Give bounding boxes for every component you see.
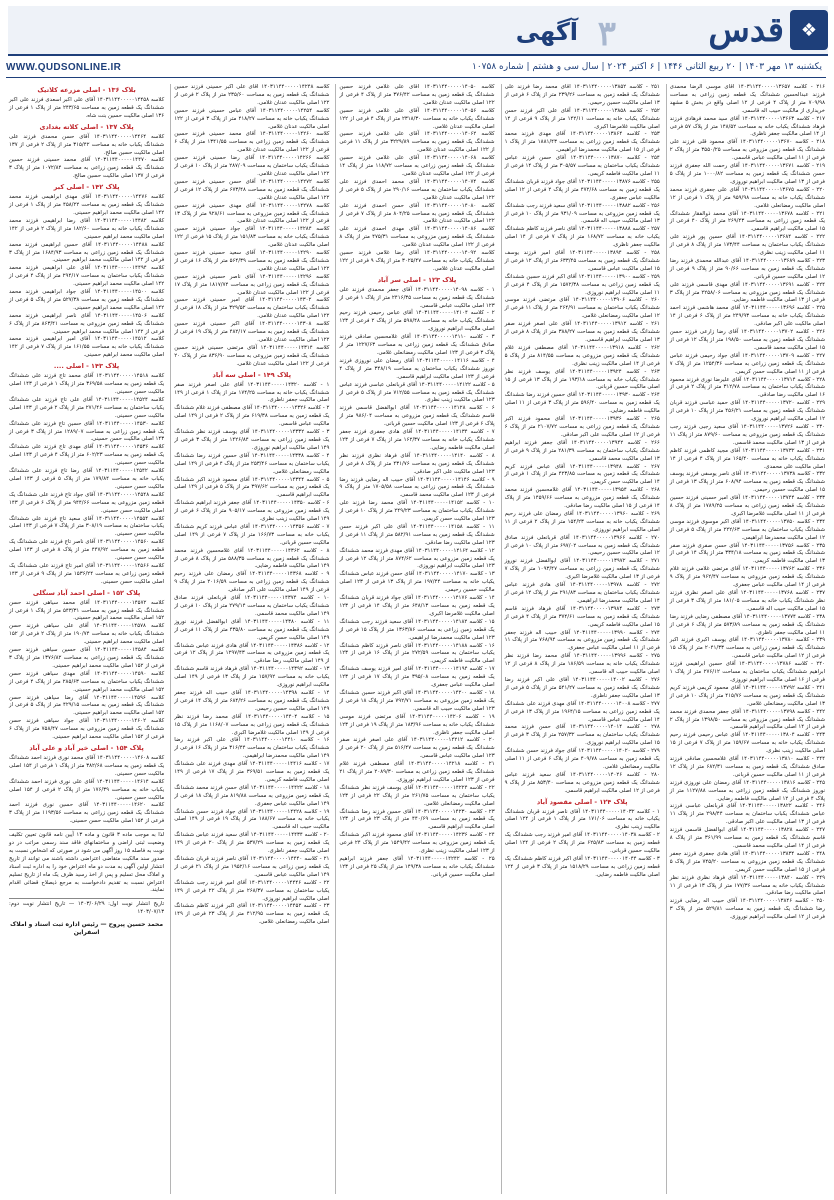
notice-entry: ۲۲۸ - کلاسه ۱۴۰۳۱۱۴۴۰۰۰۰۰۱۳۷۱۴ آقای علیرضا نوری فرزند محمود ششدانگ یکباب ساختمان به مساحت ۳۱۲/۷۸ متر از پلاک ۲ فرعی از ۱۶ اصلی مالکیت رضا صادقی. xyxy=(669,376,826,399)
notice-entry: کلاسه ۱۴۰۳۱۱۴۴۰۰۰۰۰۱۴۵۱۲ آقای امیر ابراهیمی فرزند محمد ششدانگ یکباب خانه به مساحت ۱۶۱/۵۵ متر از پلاک ۷ فرعی از ۱۴۲ اصلی مالکیت محمد ابراهیم حسینی. xyxy=(8,336,165,359)
notice-entry: ۵ - کلاسه ۱۴۰۳۱۱۴۴۰۰۰۰۰۱۴۳۴۴ آقای محمود فرزند اکبر ششدانگ یک قطعه زمین به مساحت ۳۹۷/۶۲ متر از پلاک ۵ فرعی از ۱۴۹ اصلی مالکیت ابراهیم قاسمی. xyxy=(174,476,330,499)
notice-entry: ۱۴ - کلاسه ۱۴۰۳۱۱۴۴۰۰۰۰۰۱۴۳۹۸ آقای حبیب اله فرزند جعفر ششدانگ یک قطعه زمین به مساحت ۶۸۴/۲۶ متر از پلاک ۱۴ فرعی از ۱۴۹ اصلی مالکیت حسین رحیمی. xyxy=(174,689,330,712)
notice-entry: ۲ - کلاسه ۱۴۰۳۱۱۴۴۰۰۰۰۰۱۴۳۲۶ آقای مصطفی فرزند غلام ششدانگ یک قطعه زمین به مساحت ۶۱۹/۳۸ متر از پلاک ۲ فرعی از ۱۴۹ اصلی مالکیت عباس قاسمی. xyxy=(174,405,330,428)
notice-entry: کلاسه ۱۴۰۳۱۱۴۴۰۰۰۰۰۱۴۰۵۰ آقای علی غلامی فرزند حسین ششدانگ یک قطعه زمین به مساحت ۳۷۶/۴۲ متر از پلاک ۴ فرعی از ۱۲۲ اصلی مالکیت عدنان غلامی. xyxy=(339,84,495,106)
notice-entry: ۲۴۸ - کلاسه ۱۴۰۳۱۱۴۴۰۰۰۰۰۱۳۸۳۴ آقای هادی جعفری فرزند جعفر ششدانگ یک قطعه زمین مزروعی به مساحت ۷۴۵/۲۰ متر از پلاک ۵ فرعی از ۱۵ اصلی مالکیت حسن کریمی. xyxy=(669,850,825,873)
notice-entry: کلاسه ۱۴۰۳۱۱۴۴۰۰۰۰۰۱۴۲۹۶ آقای ناصر حسینی فرزند حسین ششدانگ یک قطعه زمین زراعی به مساحت ۱۸۱۷/۷۴ متر از پلاک ۱۷ فرعی از ۱۲۲ اصلی مالکیت عدنان غلامی. xyxy=(174,273,330,296)
notice-entry: ۲۲۳ - کلاسه ۱۴۰۳۱۱۴۴۰۰۰۰۰۱۳۶۸۹ آقای عبدالله محمدی فرزند رضا ششدانگ یک قطعه زمین به مساحت ۹۰/۶۶ متر از پلاک ۹ فرعی از ۱۲ اصلی مالکیت حسین قربانی. xyxy=(669,257,825,280)
notice-entry: ۲۵۷ - کلاسه ۱۴۰۳۱۱۴۴۰۰۰۰۰۱۳۸۸۸ آقای ناصر فرزند کاظم ششدانگ یکباب خانه به مساحت ۱۶۸/۷۲ متر از پلاک ۷ فرعی از ۱۴ اصلی مالکیت جعفر ناظری. xyxy=(504,226,660,249)
notice-entry: ۲۰ - کلاسه ۱۴۰۳۱۱۴۴۰۰۰۰۰۱۴۴۳۴ آقای سعید فرزند عباس ششدانگ یک قطعه زمین به مساحت ۵۳۷/۲۹ متر از پلاک ۲۰ فرعی از ۱۴۹ اصلی مالکیت جعفر ناظری. xyxy=(174,832,330,855)
notice-entry: کلاسه ۱۴۰۳۱۱۴۴۰۰۰۰۰۱۴۵۲۴ آقای علی تاج فرزند علی ششدانگ یکباب ساختمان به مساحت ۲۷۱/۴۶ متر از پلاک ۲ فرعی از ۱۴۳ اصلی مالکیت حسن حسینی. xyxy=(8,396,165,419)
notice-entry: کلاسه ۱۴۰۳۱۱۴۴۰۰۰۰۰۱۴۳۱۴ آقای مرتضی حسینی فرزند حسین ششدانگ یک قطعه زمین مزروعی به مساحت ۸۳۶/۹۰ متر از پلاک ۲۰ فرعی از ۱۲۲ اصلی مالکیت عدنان غلامی. xyxy=(174,344,330,367)
plaque-heading: پلاک ۱۴۲ - اصلی کبر xyxy=(53,183,120,192)
notice-entry: ۹ - کلاسه ۱۴۰۳۱۱۴۴۰۰۰۰۰۱۴۳۶۸ آقای رمضان علی فرزند رحیم ششدانگ یک قطعه زمین زراعی به مساحت ۲۰۱۶/۵۹ متر از پلاک ۹ فرعی از ۱۴۹ اصلی مالکیت علی اکبر صادقی. xyxy=(174,571,330,594)
notice-entry: ۲ - کلاسه ۱۴۰۳۱۱۴۴۰۰۰۰۰۱۴۱۰۴ آقای عباس رحیمی فرزند رحیم ششدانگ یکباب خانه به مساحت ۵۹۸/۴۸ متر از پلاک ۲ فرعی از ۱۲۳ اصلی مالکیت ابراهیم نوروزی. xyxy=(339,310,495,333)
notice-entry: کلاسه ۱۴۰۳۱۱۴۴۰۰۰۰۰۱۴۴۸۲ آقای رضا ابراهیمی فرزند محمد ششدانگ یکباب خانه به مساحت ۱۸۲/۶۰ متر از پلاک ۲ فرعی از ۱۴۲ اصلی مالکیت محمد ابراهیم حسینی. xyxy=(8,217,165,240)
notice-entry: ۲۳۶ - کلاسه ۱۴۰۳۱۱۴۴۰۰۰۰۰۱۳۷۶۲ آقای مرتضی غلامی فرزند غلام ششدانگ یک قطعه زمین مزروعی به مساحت ۹۶۲/۴۷ متر از پلاک ۹ فرعی از ۱۴ اصلی مالکیت عباس جعفری. xyxy=(669,566,825,589)
notice-entry: ۲۵۴ - کلاسه ۱۴۰۳۱۱۴۴۰۰۰۰۰۱۳۸۷۰ آقای حسن فرزند عباس ششدانگ یکباب ساختمان به مساحت ۳۰۵/۵۷ متر از پلاک ۱۴ فرعی از ۱۱ اصلی مالکیت فاطمه کریمی. xyxy=(504,155,660,177)
newspaper-logo xyxy=(623,6,828,54)
notice-entry: ۱۲ - کلاسه ۱۴۰۳۱۱۴۴۰۰۰۰۰۱۴۱۶۴ آقای مهدی فرزند محمد ششدانگ یک قطعه زمین مزروعی به مساحت ۸۷۴/۶۲ متر از پلاک ۱۲ فرعی از ۱۲۳ اصلی مالکیت ابراهیم نوروزی. xyxy=(339,547,495,570)
notice-entry: کلاسه ۱۴۰۳۱۱۴۴۰۰۰۰۰۱۴۰۷۴ آقای محمد احمدی فرزند علی ششدانگ یکباب ساختمان به مساحت ۲۹۰/۱۶ متر از پلاک ۵ فرعی از ۱۲۲ اصلی مالکیت عدنان غلامی. xyxy=(339,178,495,201)
notice-entry: کلاسه ۱۴۰۳۱۱۴۴۰۰۰۰۰۱۴۲۷۲ آقای حسن حسینی فرزند حسین ششدانگ یک قطعه زمین به مساحت ۶۷۳/۴۸ متر از پلاک ۱۲ فرعی از ۱۲۲ اصلی مالکیت عدنان غلامی. xyxy=(174,178,330,201)
newspaper-header xyxy=(0,0,834,84)
notice-entry: کلاسه ۱۴۰۳۱۱۴۴۰۰۰۰۰۱۴۲۵۴ آقای عباس حسینی فرزند حسین ششدانگ یکباب خانه به مساحت ۴۱۸/۲۷ متر از پلاک ۳ فرعی از ۱۲۲ اصلی مالکیت عدنان غلامی. xyxy=(174,107,330,130)
notice-entry: ۲۶۶ - کلاسه ۱۴۰۳۱۱۴۴۰۰۰۰۰۱۳۹۴۲ آقای جعفر فرزند ابراهیم ششدانگ یکباب ساختمان به مساحت ۲۸۱/۳۹ متر از پلاک ۹ فرعی از ۱۳ اصلی مالکیت محمد قاسمی. xyxy=(504,439,660,462)
notice-column xyxy=(6,84,167,1194)
notice-entry: کلاسه ۱۴۰۳۱۱۴۴۰۰۰۰۰۱۴۲۴۸ آقای علی اکبر حسینی فرزند حسین ششدانگ یک قطعه زمین به مساحت ۲۳۵/۶۰ متر از پلاک ۲ فرعی از ۱۲۲ اصلی مالکیت عدنان غلامی. xyxy=(174,84,330,106)
notice-entry: ۲۵۰ - کلاسه ۱۴۰۳۱۱۴۴۰۰۰۰۰۱۳۸۴۶ آقای حبیب اله رضایی فرزند رضا ششدانگ یک قطعه زمین به مساحت ۵۲۹/۸۱ متر از پلاک ۳ فرعی از ۱۲ اصلی مالکیت ابراهیم نوروزی. xyxy=(669,898,826,921)
notice-entry: ۲۴۵ - کلاسه ۱۴۰۳۱۱۴۴۰۰۰۰۰۱۳۸۱۶ آقای رمضان علی نوروزی فرزند نوروز ششدانگ یک قطعه زمین زراعی به مساحت ۱۱۲۷/۸۸ متر از پلاک ۴ فرعی از ۱۲ اصلی مالکیت فاطمه رضایی. xyxy=(669,779,825,802)
notice-entry: ۲۶۸ - کلاسه ۱۴۰۳۱۱۴۴۰۰۰۰۰۱۳۹۵۴ آقای غلامحسین فرزند محمد ششدانگ یک قطعه زمین مزروعی به مساحت ۱۴۵۹/۶۶ متر از پلاک ۱۴ فرعی از ۱۵ اصلی مالکیت رضا صادقی. xyxy=(504,487,660,510)
notice-column xyxy=(501,84,663,1194)
notice-entry: کلاسه ۱۴۰۳۱۱۴۴۰۰۰۰۰۱۴۵۷۲ آقای محمد سیاهی فرزند حسن ششدانگ یک قطعه زمین به مساحت ۵۴۳/۳۱ متر از پلاک ۱ فرعی از ۱۵۲ اصلی مالکیت محمد ابراهیم حسینی. xyxy=(8,599,165,622)
notice-entry: ۲۴۳ - کلاسه ۱۴۰۳۱۱۴۴۰۰۰۰۰۱۳۸۰۴ آقای عباس رحیمی فرزند رحیم ششدانگ یکباب خانه به مساحت ۱۵۹/۶۷ متر از پلاک ۷ فرعی از ۱۵ اصلی مالکیت زینب نظری. xyxy=(669,732,825,755)
logo-wordmark: قدس xyxy=(708,10,784,50)
notice-entry: ۲۳ - کلاسه ۱۴۰۳۱۱۴۴۰۰۰۰۰۱۴۲۳۰ آقای حسین فرزند رضا ششدانگ یک قطعه زمین به مساحت ۴۴۰/۶۹ متر از پلاک ۲۳ فرعی از ۱۲۳ اصلی مالکیت ابراهیم قاسمی. xyxy=(339,808,495,831)
notice-entry: ۱۸ - کلاسه ۱۴۰۳۱۱۴۴۰۰۰۰۰۱۴۲۰۰ آقای اکبر فرزند حسین ششدانگ یک قطعه زمین مزروعی به مساحت ۷۹۲/۷۱ متر از پلاک ۱۸ فرعی از ۱۲۳ اصلی مالکیت حبیب اله قاسمی. xyxy=(339,689,495,712)
notice-entry: کلاسه ۱۴۰۳۱۱۴۴۰۰۰۰۰۱۴۴۵۸ آقای علی اکبر اسعدی فرزند علی اکبر ششدانگ یک قطعه زمین به مساحت ۲۴۳/۶۵ متر از پلاک ۱ فرعی از ۱۳۶ اصلی مالکیت حسین بنت شاه. xyxy=(8,97,165,119)
notice-entry: ۱ - کلاسه ۱۴۰۳۱۱۴۴۰۰۰۰۰۱۴۰۳۲ آقای ناصر فرزند قربان ششدانگ یکباب خانه به مساحت ۱۷۱/۰۶ متر از پلاک ۱ فرعی از ۱۲۴ اصلی مالکیت زینب نظری. xyxy=(504,808,660,831)
notice-entry: ۲۱۸ - کلاسه ۱۴۰۳۱۱۴۴۰۰۰۰۰۱۳۶۷۰ آقای محمود قلی فرزند علی ششدانگ یک قطعه زمین مزروعی به مساحت ۳۵۵۰/۲۵ متر از پلاک ۲ فرعی از ۱۱ اصلی مالکیت عباس قاسمی. xyxy=(669,139,825,162)
notice-entry: ۲۵۲ - کلاسه ۱۴۰۳۱۱۴۴۰۰۰۰۰۱۳۸۵۸ آقای علی اکبر فرزند حسن ششدانگ یکباب خانه به مساحت ۱۴۲/۱۱ متر از پلاک ۹ فرعی از ۱۴ اصلی مالکیت غلامرضا اکبری. xyxy=(504,107,660,130)
legal-footer-note: لذا به موجب ماده ۳ قانون و ماده ۱۳ آیین نامه قانون تعیین تکلیف وضعیت ثبتی اراضی و ساختمانهای فاقد سند رسمی مراتب در دو نوبت به فاصله ۱۵ روز آگهی می شود در صورتی که اشخاص نسبت به صدور سند مالکیت متقاضی اعتراضی داشته باشند می توانند از تاریخ انتشار اولین آگهی به مدت دو ماه اعتراض خود را به اداره ثبت اسناد و املاک محل تسلیم و پس از اخذ رسید ظرف یک ماه از تاریخ تسلیم اعتراض نسبت به تقدیم دادخواست به مرجع ذیصلاح قضائی اقدام نمایند. xyxy=(9,829,164,895)
notice-entry: ۲۳۰ - کلاسه ۱۴۰۳۱۱۴۴۰۰۰۰۰۱۳۷۲۶ آقای سعید رجبی فرزند رجب ششدانگ یک قطعه زمین مزروعی به مساحت ۸۷۹/۶۰ متر از پلاک ۱۱ فرعی از ۱۳ اصلی مالکیت محمد قاسمی. xyxy=(669,423,825,446)
notice-entry: ۲۷۸ - کلاسه ۱۴۰۳۱۱۴۴۰۰۰۰۰۱۴۰۱۴ آقای حسن فرزند محمد ششدانگ یکباب ساختمان به مساحت ۲۵۷/۳۲ متر از پلاک ۳ فرعی از ۱۵ اصلی مالکیت ابراهیم نوروزی. xyxy=(504,724,660,747)
notice-entry: ۲۳۳ - کلاسه ۱۴۰۳۱۱۴۴۰۰۰۰۰۱۳۷۴۴ آقای امیر حسینی فرزند حسین ششدانگ یک قطعه زمین زراعی به مساحت ۱۷۸۹/۲۵ متر از پلاک ۸ فرعی از ۱۱ اصلی مالکیت غلامرضا اکبری. xyxy=(669,495,825,517)
notice-entry: کلاسه ۱۴۰۳۱۱۴۴۰۰۰۰۰۱۴۲۷۸ آقای مهدی حسینی فرزند حسین ششدانگ یک قطعه زمین مزروعی به مساحت ۹۲۸/۶۱ متر از پلاک ۱۳ فرعی از ۱۲۲ اصلی مالکیت عدنان غلامی. xyxy=(174,202,330,225)
notice-entry: ۲۳۵ - کلاسه ۱۴۰۳۱۱۴۴۰۰۰۰۰۱۳۷۵۶ آقای حسن صفری فرزند صفر ششدانگ یک قطعه زمین به مساحت ۳۳۴/۱۸ متر از پلاک ۱۴ فرعی از ۱۳ اصلی مالکیت فاطمه کریمی. xyxy=(669,542,825,565)
notice-entry: کلاسه ۱۴۰۳۱۱۴۴۰۰۰۰۰۱۴۴۶۴ آقای حسن محمدی فرزند علی ششدانگ یکباب خانه به مساحت ۳۱۵/۴۲ متر از پلاک ۲ فرعی از ۱۳۷ اصلی مالکیت حسین صالح. xyxy=(8,133,165,156)
notice-entry: ۲۳۲ - کلاسه ۱۴۰۳۱۱۴۴۰۰۰۰۰۱۳۷۳۸ آقای ناصر یوسفی فرزند یوسف ششدانگ یک قطعه زمین به مساحت ۶۰۸/۹۴ متر از پلاک ۱۳ فرعی از ۱۵ اصلی مالکیت حسین رحیمی. xyxy=(669,471,826,494)
notice-entry: ۶ - کلاسه ۱۴۰۳۱۱۴۴۰۰۰۰۰۱۴۱۲۸ آقای ابوالفضل قاسمی فرزند قاسم ششدانگ یک قطعه زمین مزروعی به مساحت ۹۸۶/۰۴ متر از پلاک ۶ فرعی از ۱۲۳ اصلی مالکیت حسین قربانی. xyxy=(339,405,495,428)
notice-entry: ۲۲۷ - کلاسه ۱۴۰۳۱۱۴۴۰۰۰۰۰۱۳۷۰۹ آقای جواد رحیمی فرزند عباس ششدانگ یک قطعه زمین زراعی به مساحت ۱۲۵۴/۳۶ متر از پلاک ۷ فرعی از ۱۱ اصلی مالکیت حسن کریمی. xyxy=(669,352,825,375)
publication-dates: تاریخ انتشار نوبت اول: ۱۴۰۳/۰۶/۲۹ — تاریخ انتشار نوبت دوم: ۱۴۰۳/۰۷/۱۳ xyxy=(9,898,164,917)
notice-entry: ۱۰ - کلاسه ۱۴۰۳۱۱۴۴۰۰۰۰۰۱۴۳۷۴ آقای قربانعلی فرزند صادق ششدانگ یکباب ساختمان به مساحت ۲۷۹/۱۴ متر از پلاک ۱۰ فرعی از ۱۴۹ اصلی مالکیت محمد قاسمی. xyxy=(174,595,330,617)
notice-entry: ۲۰ - کلاسه ۱۴۰۳۱۱۴۴۰۰۰۰۰۱۴۲۱۲ آقای علی اصغر فرزند صفر ششدانگ یک قطعه زمین به مساحت ۵۱۶/۴۷ متر از پلاک ۲۰ فرعی از ۱۲۳ اصلی مالکیت عباس قاسمی. xyxy=(339,737,495,760)
notice-entry: کلاسه ۱۴۰۳۱۱۴۴۰۰۰۰۰۱۴۵۵۴ آقای سعید تاج فرزند علی ششدانگ یکباب ساختمان به مساحت ۳۰۸/۱۹ متر از پلاک ۷ فرعی از ۱۴۳ اصلی مالکیت حسن حسینی. xyxy=(8,515,165,538)
notice-entry: کلاسه ۱۴۰۳۱۱۴۴۰۰۰۰۰۱۴۵۴۲ آقای رضا تاج فرزند علی ششدانگ یکباب خانه به مساحت ۱۷۹/۸۴ متر از پلاک ۵ فرعی از ۱۴۳ اصلی مالکیت حسن حسینی. xyxy=(8,468,165,490)
notice-entry: ۲۲۴ - کلاسه ۱۴۰۳۱۱۴۴۰۰۰۰۰۱۳۶۹۱ آقای مهدی قاسمی فرزند علی ششدانگ یک قطعه زمین مزروعی به مساحت ۲۲۵۸/۰۶ متر از پلاک ۳ فرعی از ۱۳ اصلی مالکیت فاطمه رضایی. xyxy=(669,281,826,304)
notice-entry: ۲۵۳ - کلاسه ۱۴۰۳۱۱۴۴۰۰۰۰۰۱۳۸۶۴ آقای مهدی فرزند محمد ششدانگ یک قطعه زمین زراعی به مساحت ۱۸۸۱/۴۳ متر از پلاک ۱ فرعی از ۱۵ اصلی مالکیت محمدرضا ابراهیمی. xyxy=(504,131,660,154)
notice-column xyxy=(335,84,497,1194)
notice-entry: کلاسه ۱۴۰۳۱۱۴۴۰۰۰۰۰۱۴۲۶۰ آقای محمد حسینی فرزند حسین ششدانگ یک قطعه زمین زراعی به مساحت ۱۳۴۱/۵۵ متر از پلاک ۶ فرعی از ۱۲۲ اصلی مالکیت عدنان غلامی. xyxy=(174,131,330,154)
notice-entry: ۲۵۵ - کلاسه ۱۴۰۳۱۱۴۴۰۰۰۰۰۱۳۸۷۶ آقای جواد فرزند قربان ششدانگ یک قطعه زمین به مساحت ۴۷۲/۶۸ متر از پلاک ۲ فرعی از ۱۲ اصلی مالکیت عباس جعفری. xyxy=(504,178,660,201)
notice-entry: ۱۷ - کلاسه ۱۴۰۳۱۱۴۴۰۰۰۰۰۱۴۴۱۶ آقای مهدی فرزند علی ششدانگ یک قطعه زمین به مساحت ۳۶۹/۵۱ متر از پلاک ۱۷ فرعی از ۱۴۹ اصلی مالکیت فاطمه کریمی. xyxy=(174,761,330,783)
notice-entry: کلاسه ۱۴۰۳۱۱۴۴۰۰۰۰۰۱۴۴۷۰ آقای محمد حسینی فرزند حسین ششدانگ یک قطعه زمین زراعی به مساحت ۱۰۷۲/۸۴ متر از پلاک ۳ فرعی از ۱۳۷ اصلی مالکیت حسین صالح. xyxy=(8,157,165,180)
notice-entry: کلاسه ۱۴۰۳۱۱۴۴۰۰۰۰۰۱۴۲۸۴ آقای جواد حسینی فرزند حسین ششدانگ یکباب خانه به مساحت ۱۵۱/۸۳ متر از پلاک ۱۵ فرعی از ۱۲۲ اصلی مالکیت عدنان غلامی. xyxy=(174,226,330,249)
notice-entry: کلاسه ۱۴۰۳۱۱۴۴۰۰۰۰۰۱۴۵۸۴ آقای حسین سیاهی فرزند حسن ششدانگ یک قطعه زمین زراعی به مساحت ۱۳۷۶/۸۲ متر از پلاک ۳ فرعی از ۱۵۲ اصلی مالکیت محمد ابراهیم حسینی. xyxy=(8,647,165,669)
notice-entry: کلاسه ۱۴۰۳۱۱۴۴۰۰۰۰۰۱۴۵۴۸ آقای جواد تاج فرزند علی ششدانگ یک قطعه زمین مزروعی به مساحت ۹۴۴/۶۶ متر از پلاک ۶ فرعی از ۱۴۳ اصلی مالکیت حسن حسینی. xyxy=(8,491,165,514)
notice-entry: کلاسه ۱۴۰۳۱۱۴۴۰۰۰۰۰۱۴۵۱۸ آقای محمد تاج فرزند علی ششدانگ یک قطعه زمین به مساحت ۳۶۹/۵۸ متر از پلاک ۱ فرعی از ۱۴۳ اصلی مالکیت حسن حسینی. xyxy=(8,373,165,395)
notice-entry: کلاسه ۱۴۰۳۱۱۴۴۰۰۰۰۰۱۴۳۰۸ آقای اکبر حسینی فرزند حسین ششدانگ یک قطعه زمین به مساحت ۴۸۲/۱۷ متر از پلاک ۱۹ فرعی از ۱۲۲ اصلی مالکیت عدنان غلامی. xyxy=(174,321,330,343)
notice-entry: ۲۴۹ - کلاسه ۱۴۰۳۱۱۴۴۰۰۰۰۰۱۳۸۴۰ آقای فرهاد نظری فرزند نظر ششدانگ یکباب خانه به مساحت ۱۷۷/۳۶ متر از پلاک ۱۳ فرعی از ۱۱ اصلی مالکیت رضا صادقی. xyxy=(669,874,825,897)
notice-entry: ۲۶۳ - کلاسه ۱۴۰۳۱۱۴۴۰۰۰۰۰۱۳۹۲۴ آقای یوسف فرزند نظر ششدانگ یکباب خانه به مساحت ۱۹۳/۱۸ متر از پلاک ۱۳ فرعی از ۱۵ اصلی مالکیت حسین قربانی. xyxy=(504,368,660,391)
calligraphy-seal-icon: ❖ xyxy=(790,10,828,50)
notice-entry: ۱۰ - کلاسه ۱۴۰۳۱۱۴۴۰۰۰۰۰۱۴۱۵۲ آقای محمد رضا فرزند علی ششدانگ یکباب ساختمان به مساحت ۲۴۹/۲۳ متر از پلاک ۱۰ فرعی از ۱۲۳ اصلی مالکیت حسن کریمی. xyxy=(339,500,495,523)
notice-entry: ۲۸۰ - کلاسه ۱۴۰۳۱۱۴۴۰۰۰۰۰۱۴۰۲۶ آقای سعید فرزند عباس ششدانگ یک قطعه زمین مزروعی به مساحت ۸۵۳/۴۰ متر از پلاک ۹ فرعی از ۱۲ اصلی مالکیت ابراهیم قاسمی. xyxy=(504,771,660,794)
notice-entry: کلاسه ۱۴۰۳۱۱۴۴۰۰۰۰۰۱۴۰۸۶ آقای مهدی احمدی فرزند علی ششدانگ یک قطعه زمین مزروعی به مساحت ۴۷۵/۳۱ متر از پلاک ۸ فرعی از ۱۲۲ اصلی مالکیت عدنان غلامی. xyxy=(339,226,495,249)
notice-entry: کلاسه ۱۴۰۳۱۱۴۴۰۰۰۰۰۱۴۰۶۲ آقای علی غلامی فرزند حسین ششدانگ یک قطعه زمین به مساحت ۳۲۲۹/۸۹ متر از پلاک ۱۱ فرعی از ۱۲۲ اصلی مالکیت عدنان غلامی. xyxy=(339,131,495,154)
notice-entry: ۲۴۰ - کلاسه ۱۴۰۳۱۱۴۴۰۰۰۰۰۱۳۷۸۶ آقای حسین ابراهیمی فرزند ابراهیم ششدانگ یکباب ساختمان به مساحت ۲۷۶/۱۲ متر از پلاک ۱ فرعی از ۱۶ اصلی مالکیت ابراهیم نوروزی. xyxy=(669,661,825,683)
notice-entry: ۱۳ - کلاسه ۱۴۰۳۱۱۴۴۰۰۰۰۰۱۴۱۷۰ آقای حسن فرزند عباس ششدانگ یکباب خانه به مساحت ۱۹۷/۴۴ متر از پلاک ۱۳ فرعی از ۱۲۳ اصلی مالکیت حسین رحیمی. xyxy=(339,571,495,594)
notice-entry: کلاسه ۱۴۰۳۱۱۴۴۰۰۰۰۰۱۴۵۶۰ آقای ناصر تاج فرزند علی ششدانگ یک قطعه زمین به مساحت ۴۴۷/۹۲ متر از پلاک ۸ فرعی از ۱۴۳ اصلی مالکیت حسن حسینی. xyxy=(8,539,165,562)
notice-entry: ۲۳۷ - کلاسه ۱۴۰۳۱۱۴۴۰۰۰۰۰۱۳۷۶۸ آقای علی اصغر نظری فرزند نظر ششدانگ یکباب خانه به مساحت ۱۸۱/۰۵ متر از پلاک ۳ فرعی از ۱۵ اصلی مالکیت حبیب اله قاسمی. xyxy=(669,590,826,612)
notice-entry: کلاسه ۱۴۰۳۱۱۴۴۰۰۰۰۰۱۴۵۰۰ آقای جواد ابراهیمی فرزند محمد ششدانگ یک قطعه زمین به مساحت ۵۲۷/۳۸ متر از پلاک ۵ فرعی از ۱۴۲ اصلی مالکیت محمد ابراهیم حسینی. xyxy=(8,289,165,311)
masthead xyxy=(8,6,828,56)
notice-entry: ۱۴ - کلاسه ۱۴۰۳۱۱۴۴۰۰۰۰۰۱۴۱۷۶ آقای جواد فرزند قربان ششدانگ یک قطعه زمین به مساحت ۶۴۸/۱۳ متر از پلاک ۱۴ فرعی از ۱۲۳ اصلی مالکیت غلامرضا اکبری. xyxy=(339,595,495,617)
notice-entry: ۲۷۶ - کلاسه ۱۴۰۳۱۱۴۴۰۰۰۰۰۱۴۰۰۲ آقای علی اکبر فرزند رضا ششدانگ یک قطعه زمین به مساحت ۵۴۱/۲۷ متر از پلاک ۵ فرعی از ۱۳ اصلی مالکیت جعفر ناظری. xyxy=(504,676,660,699)
notice-entry: کلاسه ۱۴۰۳۱۱۴۴۰۰۰۰۰۱۴۶۲۰ آقای حسین نوری فرزند احمد ششدانگ یک قطعه زمین زراعی به مساحت ۱۱۹۳/۵۶ متر از پلاک ۳ فرعی از ۱۵۴ اصلی مالکیت حسن حسینی. xyxy=(8,802,165,825)
notice-entry: کلاسه ۱۴۰۳۱۱۴۴۰۰۰۰۰۱۴۵۳۶ آقای مهدی تاج فرزند علی ششدانگ یک قطعه زمین به مساحت ۶۰۲/۲۳ متر از پلاک ۴ فرعی از ۱۴۳ اصلی مالکیت حسن حسینی. xyxy=(8,444,165,467)
notice-entry: ۲۵۱ - کلاسه ۱۴۰۳۱۱۴۴۰۰۰۰۰۱۳۸۵۲ آقای محمد رضا فرزند علی ششدانگ یک قطعه زمین به مساحت ۲۳۹/۲۶ متر از پلاک ۶ فرعی از ۱۳ اصلی مالکیت حسین رحیمی. xyxy=(504,84,660,106)
notice-entry: ۳ - کلاسه ۱۴۰۳۱۱۴۴۰۰۰۰۰۱۴۳۳۲ آقای یوسف فرزند نظر ششدانگ یک قطعه زمین زراعی به مساحت ۱۴۲۶/۸۴ متر از پلاک ۳ فرعی از ۱۴۹ اصلی مالکیت ابراهیم نوروزی. xyxy=(174,429,330,451)
notice-entry: ۴ - کلاسه ۱۴۰۳۱۱۴۴۰۰۰۰۰۱۴۱۱۶ آقای رمضان علی نوروزی فرزند نوروز ششدانگ یکباب ساختمان به مساحت ۳۴۸/۱۹ متر از پلاک ۴ فرعی از ۱۲۳ اصلی مالکیت ابراهیم قاسمی. xyxy=(339,357,495,380)
notice-entry: ۱۹ - کلاسه ۱۴۰۳۱۱۴۴۰۰۰۰۰۱۴۴۲۸ آقای جواد فرزند حسن ششدانگ یکباب خانه به مساحت ۱۸۸/۶۷ متر از پلاک ۱۹ فرعی از ۱۴۹ اصلی مالکیت حبیب اله قاسمی. xyxy=(174,808,330,831)
section-title: آگهی xyxy=(515,18,578,46)
notice-entry: ۱۷ - کلاسه ۱۴۰۳۱۱۴۴۰۰۰۰۰۱۴۱۹۴ آقای امیر فرزند یوسف ششدانگ یک قطعه زمین به مساحت ۳۹۵/۰۸ متر از پلاک ۱۷ فرعی از ۱۲۳ اصلی مالکیت عباس جعفری. xyxy=(339,666,495,689)
notice-entry: ۲۷۲ - کلاسه ۱۴۰۳۱۱۴۴۰۰۰۰۰۱۳۹۷۸ آقای هادی فرزند عباس ششدانگ یکباب ساختمان به مساحت ۲۹۱/۸۳ متر از پلاک ۱۲ فرعی از ۱۴ اصلی مالکیت محمدرضا ابراهیمی. xyxy=(504,582,660,604)
notice-entry: ۱۶ - کلاسه ۱۴۰۳۱۱۴۴۰۰۰۰۰۱۴۱۸۸ آقای ناصر فرزند کاظم ششدانگ یکباب ساختمان به مساحت ۲۷۲/۵۹ متر از پلاک ۱۶ فرعی از ۱۲۳ اصلی مالکیت فاطمه کریمی. xyxy=(339,642,495,665)
notice-entry: کلاسه ۱۴۰۳۱۱۴۴۰۰۰۰۰۱۴۶۱۴ آقای علی نوری فرزند احمد ششدانگ یکباب خانه به مساحت ۱۷۶/۳۹ متر از پلاک ۲ فرعی از ۱۵۴ اصلی مالکیت حسن حسینی. xyxy=(8,778,165,801)
registry-signature: محمد حسین پیروح — رئیس اداره ثبت اسناد و املاک اسفراین xyxy=(10,921,164,937)
notice-entry: کلاسه ۱۴۰۳۱۱۴۴۰۰۰۰۰۱۴۰۵۶ آقای علی غلامی فرزند حسین ششدانگ یکباب خانه به مساحت ۲۳۱۸/۳۰ متر از پلاک ۴ فرعی از ۱۲۲ اصلی مالکیت عدنان غلامی. xyxy=(339,107,495,130)
plaque-heading: پلاک ۱۴۳ - اصلی .... xyxy=(53,362,120,371)
notice-entry: کلاسه ۱۴۰۳۱۱۴۴۰۰۰۰۰۱۴۰۹۲ آقای رضا غلامی فرزند حسین ششدانگ یکباب خانه به مساحت ۳۰۲۵/۴۷ متر از پلاک ۹ فرعی از ۱۲۲ اصلی مالکیت عدنان غلامی. xyxy=(339,250,495,272)
notice-entry: ۲۴۶ - کلاسه ۱۴۰۳۱۱۴۴۰۰۰۰۰۱۳۸۲۲ آقای قربانعلی عباسی فرزند عباس ششدانگ یکباب ساختمان به مساحت ۲۹۸/۴۴ متر از پلاک ۱۱ فرعی از ۱۳ اصلی مالکیت علی اکبر صادقی. xyxy=(669,803,826,826)
notice-entry: ۲۲۱ - کلاسه ۱۴۰۳۱۱۴۴۰۰۰۰۰۱۳۶۷۸ آقای محمد ذوالفقار ششدانگ یک قطعه زمین زراعی به مساحت ۲۶۹/۴۳ متر از پلاک ۴۰ فرعی از ۱۵ اصلی مالکیت ابراهیم قاسمی. xyxy=(669,210,825,233)
notice-entry: ۴ - کلاسه ۱۴۰۳۱۱۴۴۰۰۰۰۰۱۴۳۳۸ آقای حسین فرزند رضا ششدانگ یکباب ساختمان به مساحت ۲۵۳/۴۶ متر از پلاک ۴ فرعی از ۱۴۹ اصلی مالکیت رمضانعلی غلامی. xyxy=(174,452,330,475)
notice-entry: ۲۷۰ - کلاسه ۱۴۰۳۱۱۴۴۰۰۰۰۰۱۳۹۶۶ آقای قربانعلی فرزند صادق ششدانگ یک قطعه زمین به مساحت ۶۹۷/۰۲ متر از پلاک ۱۰ فرعی از ۱۲ اصلی مالکیت حسین رحیمی. xyxy=(504,534,660,557)
plaque-heading: پلاک ۱۲۴ - اصلی مقصود آباد xyxy=(536,797,628,806)
notice-entry: ۱۸ - کلاسه ۱۴۰۳۱۱۴۴۰۰۰۰۰۱۴۴۲۲ آقای حسن فرزند محمد ششدانگ یک قطعه زمین مزروعی به مساحت ۸۱۹/۸۸ متر از پلاک ۱۸ فرعی از ۱۴۹ اصلی مالکیت عباس جعفری. xyxy=(174,784,330,807)
notice-entry: ۲۶۲ - کلاسه ۱۴۰۳۱۱۴۴۰۰۰۰۰۱۳۹۱۸ آقای مصطفی فرزند غلام ششدانگ یک قطعه زمین مزروعی به مساحت ۸۱۴/۵۵ متر از پلاک ۵ فرعی از ۱۴ اصلی مالکیت زینب نظری. xyxy=(504,344,660,367)
notice-entry: ۲۵۶ - کلاسه ۱۴۰۳۱۱۴۴۰۰۰۰۰۱۳۸۸۲ آقای سعید فرزند رجب ششدانگ یک قطعه زمین مزروعی به مساحت ۹۳۱/۰۹ متر از پلاک ۱۰ فرعی از ۱۳ اصلی مالکیت حبیب اله قاسمی. xyxy=(504,202,660,225)
notice-entry: کلاسه ۱۴۰۳۱۱۴۴۰۰۰۰۰۱۴۴۹۴ آقای علی ابراهیمی فرزند محمد ششدانگ یکباب ساختمان به مساحت ۲۹۴/۱۷ متر از پلاک ۴ فرعی از ۱۴۲ اصلی مالکیت محمد ابراهیم حسینی. xyxy=(8,265,165,288)
notice-entry: ۲۱ - کلاسه ۱۴۰۳۱۱۴۴۰۰۰۰۰۱۴۲۱۸ آقای مصطفی فرزند غلام ششدانگ یک قطعه زمین زراعی به مساحت ۲۰۸۹/۳۰ متر از پلاک ۲۱ فرعی از ۱۲۳ اصلی مالکیت ابراهیم نوروزی. xyxy=(339,761,495,783)
notice-entry: ۲۷۹ - کلاسه ۱۴۰۳۱۱۴۴۰۰۰۰۰۱۴۰۲۰ آقای جواد فرزند حسن ششدانگ یک قطعه زمین به مساحت ۴۰۹/۷۸ متر از پلاک ۶ فرعی از ۱۱ اصلی مالکیت رمضانعلی غلامی. xyxy=(504,748,660,770)
notice-entry: ۲۱۷ - کلاسه ۱۴۰۳۱۱۴۴۰۰۰۰۰۱۳۶۶۳ آقای سید محمد فرهادی فرزند فرهاد ششدانگ یکباب خانه به مساحت ۱۴۸/۵۲ متر از پلاک ۵۷ فرعی از ۱۴ اصلی مالکیت جعفر ناظری. xyxy=(669,115,825,138)
notice-columns xyxy=(6,84,828,1194)
notice-entry: ۱۹ - کلاسه ۱۴۰۳۱۱۴۴۰۰۰۰۰۱۴۲۰۶ آقای مرتضی فرزند موسی ششدانگ یکباب خانه به مساحت ۱۸۳/۹۶ متر از پلاک ۱۹ فرعی از ۱۲۳ اصلی مالکیت جعفر ناظری. xyxy=(339,713,495,736)
notice-entry: ۲۴۴ - کلاسه ۱۴۰۳۱۱۴۴۰۰۰۰۰۱۳۸۱۰ آقای غلامحسین صادقی فرزند صادق ششدانگ یک قطعه زمین به مساحت ۶۸۲/۳۱ متر از پلاک ۱۲ فرعی از ۱۱ اصلی مالکیت حسین قربانی. xyxy=(669,756,825,778)
notice-entry: کلاسه ۱۴۰۳۱۱۴۴۰۰۰۰۰۱۴۶۰۸ آقای محمد نوری فرزند احمد ششدانگ یک قطعه زمین به مساحت ۳۸۲/۶۸ متر از پلاک ۱ فرعی از ۱۵۴ اصلی مالکیت حسن حسینی. xyxy=(8,754,165,777)
plaque-heading: پلاک ۱۵۲ - اصلی احمد آباد سنگلی xyxy=(32,588,141,597)
notice-entry: ۸ - کلاسه ۱۴۰۳۱۱۴۴۰۰۰۰۰۱۴۳۶۲ آقای غلامحسین فرزند محمد ششدانگ یک قطعه زمین به مساحت ۵۸۸/۳۵ متر از پلاک ۸ فرعی از ۱۴۹ اصلی مالکیت فاطمه رضایی. xyxy=(174,547,330,570)
notice-entry: ۲۶۱ - کلاسه ۱۴۰۳۱۱۴۴۰۰۰۰۰۱۳۹۱۲ آقای علی اصغر فرزند صفر ششدانگ یک قطعه زمین به مساحت ۳۸۸/۲۷ متر از پلاک ۸ فرعی از ۱۳ اصلی مالکیت ابراهیم قاسمی. xyxy=(504,321,660,343)
notice-entry: کلاسه ۱۴۰۳۱۱۴۴۰۰۰۰۰۱۴۰۶۸ آقای علی غلامی فرزند حسین ششدانگ یک قطعه زمین زراعی به مساحت ۱۱۸/۷۲ متر از پلاک ۱۴ فرعی از ۱۲۲ اصلی مالکیت عدنان غلامی. xyxy=(339,155,495,177)
notice-entry: ۲۲۵ - کلاسه ۱۴۰۳۱۱۴۴۰۰۰۰۰۱۳۶۹۶ آقای محمد هاشمی فرزند احمد ششدانگ یکباب خانه به مساحت ۲۴۹/۹۳ متر از پلاک ۶ فرعی از ۱۴ اصلی مالکیت علی اکبر صادقی. xyxy=(669,305,825,328)
notice-entry: ۲۷۵ - کلاسه ۱۴۰۳۱۱۴۴۰۰۰۰۰۱۳۹۹۶ آقای محمد رضا فرزند نظر ششدانگ یکباب خانه به مساحت ۱۸۶/۵۹ متر از پلاک ۸ فرعی از ۱۲ اصلی مالکیت حبیب اله قاسمی. xyxy=(504,653,660,676)
notice-entry: کلاسه ۱۴۰۳۱۱۴۴۰۰۰۰۰۱۴۵۰۶ آقای ناصر ابراهیمی فرزند محمد ششدانگ یک قطعه زمین مزروعی به مساحت ۸۶۳/۴۱ متر از پلاک ۶ فرعی از ۱۴۲ اصلی مالکیت محمد ابراهیم حسینی. xyxy=(8,312,165,335)
notice-entry: ۲۴ - کلاسه ۱۴۰۳۱۱۴۴۰۰۰۰۰۱۴۲۳۶ آقای محمود فرزند اکبر ششدانگ یک قطعه زمین مزروعی به مساحت ۱۵۴۹/۴۲ متر از پلاک ۲۴ فرعی از ۱۲۳ اصلی مالکیت زینب نظری. xyxy=(339,832,495,855)
notice-entry: ۲۶۰ - کلاسه ۱۴۰۳۱۱۴۴۰۰۰۰۰۱۳۹۰۶ آقای مرتضی فرزند موسی ششدانگ یکباب ساختمان به مساحت ۲۶۴/۹۱ متر از پلاک ۱۱ فرعی از ۱۲ اصلی مالکیت رمضانعلی غلامی. xyxy=(504,297,660,320)
notice-entry: ۲۱۶ - کلاسه ۱۴۰۳۱۱۴۴۰۰۰۰۰۱۳۶۵۷ آقای موسی الرضا محمدی فرزند عبدالحسین ششدانگ یک قطعه زمین زراعی به مساحت ۷۰۹/۹۸ متر از پلاک ۴ فرعی از ۱۲ اصلی واقع در بخش ۵ مشهد خریداری از مالکیت حبیب اله قاسمی. xyxy=(669,84,826,114)
notice-entry: ۲۵۸ - کلاسه ۱۴۰۳۱۱۴۴۰۰۰۰۰۱۳۸۹۴ آقای امیر فرزند یوسف ششدانگ یک قطعه زمین به مساحت ۶۳۳/۴۵ متر از پلاک ۱۲ فرعی از ۱۵ اصلی مالکیت عباس قاسمی. xyxy=(504,250,660,272)
notice-entry: ۲۷۴ - کلاسه ۱۴۰۳۱۱۴۴۰۰۰۰۰۱۳۹۹۰ آقای حبیب اله فرزند جعفر ششدانگ یک قطعه زمین مزروعی به مساحت ۷۶۸/۹۴ متر از پلاک ۱۱ فرعی از ۱۱ اصلی مالکیت عباس جعفری. xyxy=(504,629,660,652)
notice-column xyxy=(666,84,828,1194)
notice-entry: ۲۴۱ - کلاسه ۱۴۰۳۱۱۴۴۰۰۰۰۰۱۳۷۹۲ آقای محمود کریمی فرزند کریم ششدانگ یک قطعه زمین به مساحت ۴۱۵/۷۶ متر از پلاک ۱۰ فرعی از ۱۳ اصلی مالکیت رمضانعلی غلامی. xyxy=(669,684,825,707)
notice-entry: ۲۱ - کلاسه ۱۴۰۳۱۱۴۴۰۰۰۰۰۱۴۴۴۰ آقای ناصر فرزند قربان ششدانگ یک قطعه زمین زراعی به مساحت ۱۹۵۲/۱۶ متر از پلاک ۲۱ فرعی از ۱۴۹ اصلی مالکیت عباس قاسمی. xyxy=(174,856,330,878)
dateline-bar xyxy=(6,57,826,78)
plaque-heading: بلاک ۱۳۶ - اصلی مزرعه کلاتیک xyxy=(37,86,136,94)
notice-entry: ۲۲۰ - کلاسه ۱۴۰۳۱۱۴۴۰۰۰۰۰۱۳۶۷۵ آقای علی جعفری فرزند محمد ششدانگ یکباب خانه به مساحت ۹۵۹/۹۸ متر از پلاک ۱ فرعی از ۱۲ اصلی مالکیت رمضانعلی غلامی. xyxy=(669,186,825,209)
notice-entry: ۱۵ - کلاسه ۱۴۰۳۱۱۴۴۰۰۰۰۰۱۴۴۰۴ آقای محمد رضا فرزند نظر ششدانگ یک قطعه زمین زراعی به مساحت ۱۱۶۸/۰۷ متر از پلاک ۱۵ فرعی از ۱۴۹ اصلی مالکیت غلامرضا اکبری. xyxy=(174,713,330,736)
notice-entry: ۲۶۷ - کلاسه ۱۴۰۳۱۱۴۴۰۰۰۰۰۱۳۹۴۸ آقای عباس فرزند کریم ششدانگ یک قطعه زمین به مساحت ۴۲۳/۸۵ متر از پلاک ۱ فرعی از ۱۴ اصلی مالکیت حسن کریمی. xyxy=(504,463,660,486)
notice-entry: ۲۲۶ - کلاسه ۱۴۰۳۱۱۴۴۰۰۰۰۰۱۳۷۰۲ آقای رضا زارعی فرزند حسن ششدانگ یک قطعه زمین به مساحت ۱۹۸/۵۰ متر از پلاک ۱۲ فرعی از ۱۵ اصلی مالکیت محمد قاسمی. xyxy=(669,329,825,351)
notice-entry: کلاسه ۱۴۰۳۱۱۴۴۰۰۰۰۰۱۴۰۸۰ آقای حسن احمدی فرزند علی ششدانگ یک قطعه زمین به مساحت ۸۰۴/۲۵ متر از پلاک ۷ فرعی از ۱۲۲ اصلی مالکیت عدنان غلامی. xyxy=(339,202,495,225)
notice-entry: ۲ - کلاسه ۱۴۰۳۱۱۴۴۰۰۰۰۰۱۴۰۳۸ آقای امیر فرزند رجب ششدانگ یک قطعه زمین به مساحت ۶۲۵/۸۳ متر از پلاک ۲ فرعی از ۱۲۴ اصلی مالکیت حسین قربانی. xyxy=(504,832,660,855)
notice-entry: ۲۷۷ - کلاسه ۱۴۰۳۱۱۴۴۰۰۰۰۰۱۴۰۰۸ آقای مهدی فرزند علی ششدانگ یک قطعه زمین زراعی به مساحت ۱۹۶۴/۱۵ متر از پلاک ۱۳ فرعی از ۱۴ اصلی مالکیت عباس قاسمی. xyxy=(504,700,660,723)
notice-entry: کلاسه ۱۴۰۳۱۱۴۴۰۰۰۰۰۱۴۵۹۶ آقای رضا سیاهی فرزند حسن ششدانگ یک قطعه زمین به مساحت ۴۲۹/۱۵ متر از پلاک ۵ فرعی از ۱۵۲ اصلی مالکیت محمد ابراهیم حسینی. xyxy=(8,694,165,717)
notice-entry: کلاسه ۱۴۰۳۱۱۴۴۰۰۰۰۰۱۴۵۷۸ آقای علی سیاهی فرزند حسن ششدانگ یکباب خانه به مساحت ۱۹۰/۷۴ متر از پلاک ۲ فرعی از ۱۵۲ اصلی مالکیت محمد ابراهیم حسینی. xyxy=(8,623,165,646)
notice-entry: ۲۴۷ - کلاسه ۱۴۰۳۱۱۴۴۰۰۰۰۰۱۳۸۲۸ آقای ابوالفضل قاسمی فرزند قاسم ششدانگ یک قطعه زمین به مساحت ۳۶۱/۹۹ متر از پلاک ۸ فرعی از ۱۴ اصلی مالکیت محمد قاسمی. xyxy=(669,827,826,849)
notice-entry: ۱۵ - کلاسه ۱۴۰۳۱۱۴۴۰۰۰۰۰۱۴۱۸۲ آقای سعید فرزند رجب ششدانگ یک قطعه زمین زراعی به مساحت ۱۳۶۳/۸۶ متر از پلاک ۱۵ فرعی از ۱۲۳ اصلی مالکیت محمدرضا ابراهیمی. xyxy=(339,618,495,641)
notice-entry: ۸ - کلاسه ۱۴۰۳۱۱۴۴۰۰۰۰۰۱۴۱۴۰ آقای فرهاد نظری فرزند نظر ششدانگ یک قطعه زمین به مساحت ۴۳۱/۷۶ متر از پلاک ۸ فرعی از ۱۲۳ اصلی مالکیت علی اکبر صادقی. xyxy=(339,452,495,475)
notice-entry: ۲۱۹ - کلاسه ۱۴۰۳۱۱۴۴۰۰۰۰۰۱۳۶۷۱ آقای رحمت الله جعفری فرزند حسن ششدانگ یک قطعه زمین به مساحت ۱۰۰۰/۸۲ متر از پلاک ۵ فرعی از ۱۳ اصلی مالکیت ابراهیم نوروزی. xyxy=(669,163,825,185)
notice-entry: ۲۶۴ - کلاسه ۱۴۰۳۱۱۴۴۰۰۰۰۰۱۳۹۳۰ آقای حسین فرزند رضا ششدانگ یک قطعه زمین به مساحت ۵۹۶/۴۰ متر از پلاک ۳ فرعی از ۱۱ اصلی مالکیت فاطمه رضایی. xyxy=(504,392,660,415)
notice-entry: کلاسه ۱۴۰۳۱۱۴۴۰۰۰۰۰۱۴۳۰۲ آقای امیر حسینی فرزند حسین ششدانگ یکباب ساختمان به مساحت ۳۲۹/۵۲ متر از پلاک ۱۸ فرعی از ۱۲۲ اصلی مالکیت عدنان غلامی. xyxy=(174,297,330,320)
notice-entry: ۲۳۸ - کلاسه ۱۴۰۳۱۱۴۴۰۰۰۰۰۱۳۷۷۴ آقای مصطفی رضایی فرزند رضا ششدانگ یک قطعه زمین به مساحت ۵۷۳/۸۹ متر از پلاک ۶ فرعی از ۱۱ اصلی مالکیت جعفر ناظری. xyxy=(669,613,825,636)
plaque-heading: پلاک ۱۲۳ - اصلی سر آباد xyxy=(377,275,457,284)
notice-entry: ۱۳ - کلاسه ۱۴۰۳۱۱۴۴۰۰۰۰۰۱۴۳۹۲ آقای فرهاد فرزند قاسم ششدانگ یکباب خانه به مساحت ۱۵۷/۹۲ متر از پلاک ۱۳ فرعی از ۱۴۹ اصلی مالکیت ابراهیم نوروزی. xyxy=(174,666,330,689)
notice-entry: کلاسه ۱۴۰۳۱۱۴۴۰۰۰۰۰۱۴۲۶۶ آقای رضا حسینی فرزند حسین ششدانگ یکباب ساختمان به مساحت ۲۸۷/۰۹ متر از پلاک ۱۰ فرعی از ۱۲۲ اصلی مالکیت عدنان غلامی. xyxy=(174,155,330,177)
notice-entry: ۲۴۲ - کلاسه ۱۴۰۳۱۱۴۴۰۰۰۰۰۱۳۷۹۸ آقای جعفر محمدی فرزند محمد ششدانگ یک قطعه زمین مزروعی به مساحت ۱۳۹۸/۵۰ متر از پلاک ۲ فرعی از ۱۴ اصلی مالکیت ابراهیم قاسمی. xyxy=(669,708,826,731)
notice-entry: ۵ - کلاسه ۱۴۰۳۱۱۴۴۰۰۰۰۰۱۴۱۲۲ آقای قربانعلی عباسی فرزند عباس ششدانگ یک قطعه زمین به مساحت ۷۱۲/۵۵ متر از پلاک ۵ فرعی از ۱۲۳ اصلی مالکیت زینب نظری. xyxy=(339,381,495,404)
notice-entry: ۷ - کلاسه ۱۴۰۳۱۱۴۴۰۰۰۰۰۱۴۱۳۴ آقای هادی جعفری فرزند جعفر ششدانگ یکباب خانه به مساحت ۱۶۲/۳۷ متر از پلاک ۷ فرعی از ۱۲۳ اصلی مالکیت فاطمه رضایی. xyxy=(339,429,495,451)
notice-entry: ۲۶۹ - کلاسه ۱۴۰۳۱۱۴۴۰۰۰۰۰۱۳۹۶۰ آقای رمضان علی فرزند رحیم ششدانگ یکباب خانه به مساحت ۱۵۴/۲۳ متر از پلاک ۲ فرعی از ۱۱ اصلی مالکیت ابراهیم نوروزی. xyxy=(504,510,660,533)
notice-entry: ۲۲ - کلاسه ۱۴۰۳۱۱۴۴۰۰۰۰۰۱۴۲۲۴ آقای یوسف فرزند نظر ششدانگ یکباب ساختمان به مساحت ۲۶۱/۷۵ متر از پلاک ۲۲ فرعی از ۱۲۳ اصلی مالکیت رمضانعلی غلامی. xyxy=(339,784,495,807)
notice-entry: ۱۶ - کلاسه ۱۴۰۳۱۱۴۴۰۰۰۰۰۱۴۴۱۰ آقای علی اکبر فرزند رضا ششدانگ یکباب ساختمان به مساحت ۳۱۶/۴۴ متر از پلاک ۱۶ فرعی از ۱۴۹ اصلی مالکیت محمدرضا ابراهیمی. xyxy=(174,737,330,760)
notice-entry: ۱۱ - کلاسه ۱۴۰۳۱۱۴۴۰۰۰۰۰۱۴۱۵۸ آقای علی اکبر فرزند حسن ششدانگ یک قطعه زمین به مساحت ۵۸۲/۹۱ متر از پلاک ۱۱ فرعی از ۱۲۳ اصلی مالکیت رضا صادقی. xyxy=(339,523,495,546)
notice-entry: ۱۱ - کلاسه ۱۴۰۳۱۱۴۴۰۰۰۰۰۱۴۳۸۰ آقای ابوالفضل فرزند نوروز ششدانگ یک قطعه زمین به مساحت ۴۳۵/۸۰ متر از پلاک ۱۱ فرعی از ۱۴۹ اصلی مالکیت حسن کریمی. xyxy=(174,618,330,641)
notice-entry: کلاسه ۱۴۰۳۱۱۴۴۰۰۰۰۰۱۴۵۳۰ آقای حسین تاج فرزند علی ششدانگ یک قطعه زمین زراعی به مساحت ۱۲۸۹/۰۷ متر از پلاک ۳ فرعی از ۱۴۳ اصلی مالکیت حسن حسینی. xyxy=(8,420,165,443)
notice-entry: کلاسه ۱۴۰۳۱۱۴۴۰۰۰۰۰۱۴۲۹۰ آقای سعید حسینی فرزند حسین ششدانگ یک قطعه زمین به مساحت ۵۶۴/۳۹ متر از پلاک ۱۶ فرعی از ۱۲۲ اصلی مالکیت عدنان غلامی. xyxy=(174,250,330,272)
page-number: ۳ xyxy=(597,14,616,54)
plaque-heading: پلاک ۱۴۹ - اصلی سه آباد xyxy=(212,370,292,379)
notice-entry: کلاسه ۱۴۰۳۱۱۴۴۰۰۰۰۰۱۴۵۶۶ آقای امیر تاج فرزند علی ششدانگ یک قطعه زمین زراعی به مساحت ۱۵۳۶/۲۴ متر از پلاک ۹ فرعی از ۱۴۳ اصلی مالکیت حسن حسینی. xyxy=(8,562,165,585)
notice-entry: ۳ - کلاسه ۱۴۰۳۱۱۴۴۰۰۰۰۰۱۴۱۱۰ آقای غلامحسین صادقی فرزند صادق ششدانگ یک قطعه زمین زراعی به مساحت ۱۲۲۷/۶۳ متر از پلاک ۳ فرعی از ۱۲۳ اصلی مالکیت رمضانعلی غلامی. xyxy=(339,334,495,356)
notice-entry: ۲۷۱ - کلاسه ۱۴۰۳۱۱۴۴۰۰۰۰۰۱۳۹۷۲ آقای ابوالفضل فرزند نوروز ششدانگ یک قطعه زمین زراعی به مساحت ۱۰۹۳/۴۷ متر از پلاک ۷ فرعی از ۱۳ اصلی مالکیت غلامرضا اکبری. xyxy=(504,558,660,581)
notice-entry: ۲۳۱ - کلاسه ۱۴۰۳۱۱۴۴۰۰۰۰۰۱۳۷۳۲ آقای مجید کاظمی فرزند کاظم ششدانگ یکباب خانه به مساحت ۱۶۵/۴۰ متر از پلاک ۴ فرعی از ۱۴ اصلی مالکیت علی محمدی. xyxy=(669,447,825,470)
notice-entry: ۲۳۴ - کلاسه ۱۴۰۳۱۱۴۴۰۰۰۰۰۱۳۷۵۰ آقای اکبر موسوی فرزند موسی ششدانگ یکباب ساختمان به مساحت ۲۲۲/۶۳ متر از پلاک ۵ فرعی از ۱۲ اصلی مالکیت محمدرضا ابراهیمی. xyxy=(669,518,825,541)
notice-entry: ۲۵ - کلاسه ۱۴۰۳۱۱۴۴۰۰۰۰۰۱۴۲۴۲ آقای جعفر فرزند ابراهیم ششدانگ یکباب خانه به مساحت ۱۴۹/۳۸ متر از پلاک ۲۵ فرعی از ۱۲۳ اصلی مالکیت حسین قربانی. xyxy=(339,856,495,878)
notice-entry: کلاسه ۱۴۰۳۱۱۴۴۰۰۰۰۰۱۴۶۰۲ آقای جواد سیاهی فرزند حسن ششدانگ یک قطعه زمین مزروعی به مساحت ۷۵۸/۴۷ متر از پلاک ۶ فرعی از ۱۵۲ اصلی مالکیت محمد ابراهیم حسینی. xyxy=(8,718,165,741)
notice-entry: ۶ - کلاسه ۱۴۰۳۱۱۴۴۰۰۰۰۰۱۴۳۵۰ آقای جعفر فرزند ابراهیم ششدانگ یک قطعه زمین مزروعی به مساحت ۹۰۵/۱۷ متر از پلاک ۶ فرعی از ۱۴۹ اصلی مالکیت زینب نظری. xyxy=(174,500,330,523)
notice-entry: ۲۳۹ - کلاسه ۱۴۰۳۱۱۴۴۰۰۰۰۰۱۳۷۸۰ آقای یوسف اکبری فرزند اکبر ششدانگ یک قطعه زمین زراعی به مساحت ۲۰۴۱/۳۳ متر از پلاک ۱۵ فرعی از ۱۲ اصلی مالکیت عباس قاسمی. xyxy=(669,637,826,660)
notice-entry: ۲۵۹ - کلاسه ۱۴۰۳۱۱۴۴۰۰۰۰۰۱۳۹۰۰ آقای اکبر فرزند حسین ششدانگ یک قطعه زمین زراعی به مساحت ۱۵۷۲/۳۸ متر از پلاک ۴ فرعی از ۱۱ اصلی مالکیت ابراهیم نوروزی. xyxy=(504,273,660,296)
notice-entry: ۲۲ - کلاسه ۱۴۰۳۱۱۴۴۰۰۰۰۰۱۴۴۴۶ آقای امیر فرزند رجب ششدانگ یکباب ساختمان به مساحت ۲۶۸/۳۷ متر از پلاک ۲۲ فرعی از ۱۴۹ اصلی مالکیت ابراهیم نوروزی. xyxy=(174,879,330,902)
notice-entry: ۲۳ - کلاسه ۱۴۰۳۱۱۴۴۰۰۰۰۰۱۴۴۵۲ آقای اکبر فرزند کاظم ششدانگ یک قطعه زمین به مساحت ۴۱۲/۹۵ متر از پلاک ۲۳ فرعی از ۱۴۹ اصلی مالکیت رمضانعلی غلامی. xyxy=(174,903,330,926)
notice-entry: ۷ - کلاسه ۱۴۰۳۱۱۴۴۰۰۰۰۰۱۴۳۵۶ آقای عباس فرزند کریم ششدانگ یکباب خانه به مساحت ۱۶۶/۷۳ متر از پلاک ۷ فرعی از ۱۴۹ اصلی مالکیت حسین قربانی. xyxy=(174,523,330,546)
notice-entry: ۲۲۹ - کلاسه ۱۴۰۳۱۱۴۴۰۰۰۰۰۱۳۷۲۰ آقای حمید عباسی فرزند قربان ششدانگ یک قطعه زمین به مساحت ۴۵۶/۲۱ متر از پلاک ۱۰ فرعی از ۱۲ اصلی مالکیت ابراهیم نوروزی. xyxy=(669,400,826,423)
plaque-heading: پلاک ۱۵۴ - اصلی خیر آباد و علی آباد xyxy=(29,743,144,752)
notice-column xyxy=(170,84,332,1194)
notice-entry: ۹ - کلاسه ۱۴۰۳۱۱۴۴۰۰۰۰۰۱۴۱۴۶ آقای حبیب اله رضایی فرزند رضا ششدانگ یک قطعه زمین زراعی به مساحت ۱۷۰۵/۵۸ متر از پلاک ۹ فرعی از ۱۲۳ اصلی مالکیت محمد قاسمی. xyxy=(339,476,495,499)
notice-entry: ۱ - کلاسه ۱۴۰۳۱۱۴۴۰۰۰۰۰۱۴۰۹۸ آقای جعفر محمدی فرزند علی ششدانگ یک قطعه زمین به مساحت ۲۴۱۶/۳۵ متر از پلاک ۱ فرعی از ۱۲۳ اصلی مالکیت عباس قاسمی. xyxy=(339,286,495,309)
notice-entry: کلاسه ۱۴۰۳۱۱۴۴۰۰۰۰۰۱۴۵۹۰ آقای مهدی سیاهی فرزند حسن ششدانگ یکباب ساختمان به مساحت ۲۸۵/۶۳ متر از پلاک ۴ فرعی از ۱۵۲ اصلی مالکیت محمد ابراهیم حسینی. xyxy=(8,670,165,693)
notice-entry: ۲۶۵ - کلاسه ۱۴۰۳۱۱۴۴۰۰۰۰۰۱۳۹۳۶ آقای محمود فرزند اکبر ششدانگ یک قطعه زمین زراعی به مساحت ۲۱۰۷/۷۲ متر از پلاک ۶ فرعی از ۱۲ اصلی مالکیت علی اکبر صادقی. xyxy=(504,416,660,438)
website-link[interactable]: WWW.QUDSONLINE.IR xyxy=(6,61,122,73)
notice-entry: ۲۲۲ - کلاسه ۱۴۰۳۱۱۴۴۰۰۰۰۰۱۳۶۸۴ آقای حسین پور فرزند علی ششدانگ یکباب ساختمان به مساحت ۱۷۳/۴۴ متر از پلاک ۸ فرعی از ۱۱ اصلی مالکیت زینب نظری. xyxy=(669,234,825,257)
notice-entry: کلاسه ۱۴۰۳۱۱۴۴۰۰۰۰۰۱۴۴۷۶ آقای مهدی ابراهیمی فرزند محمد ششدانگ یک قطعه زمین به مساحت ۴۵۸/۲۲ متر از پلاک ۱ فرعی از ۱۴۲ اصلی مالکیت محمد ابراهیم حسینی. xyxy=(8,194,165,216)
notice-entry: کلاسه ۱۴۰۳۱۱۴۴۰۰۰۰۰۱۴۴۸۸ آقای حسین ابراهیمی فرزند محمد ششدانگ یک قطعه زمین زراعی به مساحت ۱۶۸۴/۹۳ متر از پلاک ۳ فرعی از ۱۴۲ اصلی مالکیت محمد ابراهیم حسینی. xyxy=(8,241,165,264)
notice-entry: ۲۷۳ - کلاسه ۱۴۰۳۱۱۴۴۰۰۰۰۰۱۳۹۸۴ آقای فرهاد فرزند قاسم ششدانگ یک قطعه زمین به مساحت ۳۷۴/۶۱ متر از پلاک ۴ فرعی از ۱۵ اصلی مالکیت فاطمه کریمی. xyxy=(504,605,660,628)
notice-entry: ۳ - کلاسه ۱۴۰۳۱۱۴۴۰۰۰۰۰۱۴۰۴۴ آقای اکبر فرزند کاظم ششدانگ یک قطعه زمین زراعی به مساحت ۱۵۱۸/۲۹ متر از پلاک ۳ فرعی از ۱۲۴ اصلی مالکیت فاطمه رضایی. xyxy=(504,856,660,878)
notice-entry: ۱ - کلاسه ۱۴۰۳۱۱۴۴۰۰۰۰۰۱۴۳۲۰ آقای علی اصغر فرزند صفر ششدانگ یکباب خانه به مساحت ۱۷۴/۲۵ متر از پلاک ۱ فرعی از ۱۴۹ اصلی مالکیت جعفر ناظری. xyxy=(174,381,330,404)
issue-info: یکشنبه ۱۳ مهر ۱۴۰۳ | ۲۰ ربیع الثانی ۱۴۴۶ | ۶ اکتبر ۲۰۲۴ | سال سی و هشتم | شماره ۱۰۷۵۸ xyxy=(472,62,822,72)
plaque-heading: پلاک ۱۳۷ - اصلی کلاته بغدادی xyxy=(39,122,134,131)
notice-entry: ۱۲ - کلاسه ۱۴۰۳۱۱۴۴۰۰۰۰۰۱۴۳۸۶ آقای هادی فرزند عباس ششدانگ یک قطعه زمین مزروعی به مساحت ۱۲۹۷/۴۳ متر از پلاک ۱۲ فرعی از ۱۴۹ اصلی مالکیت رضا صادقی. xyxy=(174,642,330,665)
